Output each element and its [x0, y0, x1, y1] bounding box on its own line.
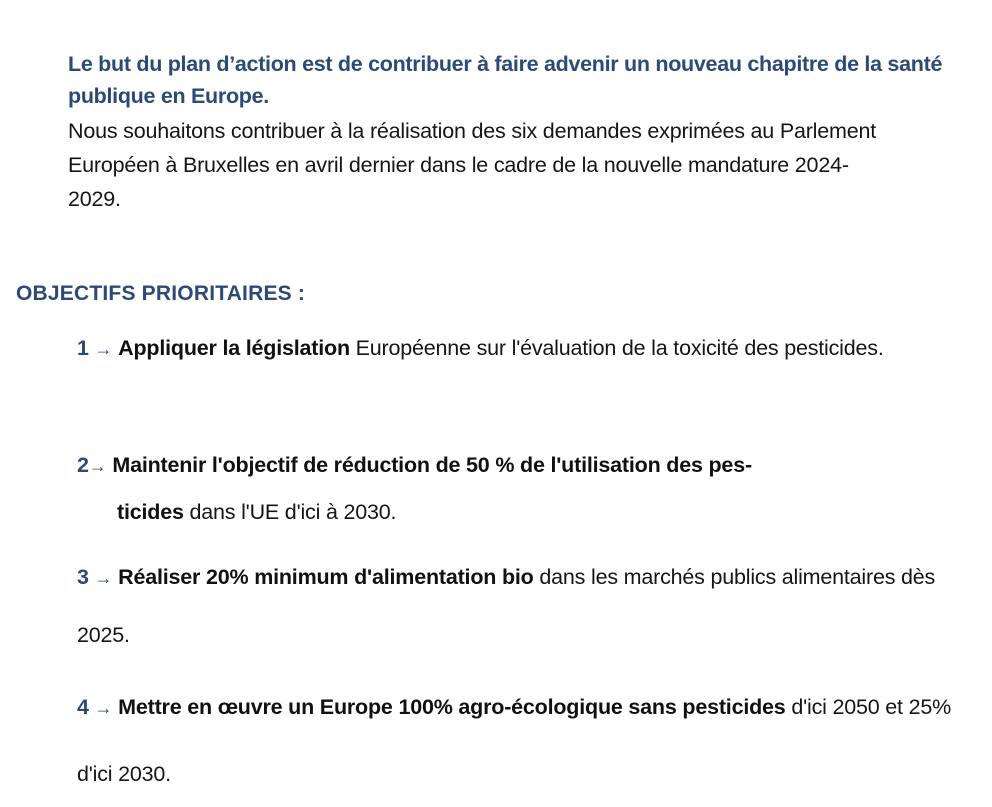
objective-text: Européenne sur l'évaluation de la toxicité des pesticides.: [349, 336, 884, 360]
objective-number: 2: [77, 453, 89, 477]
objective-title: Réaliser 20% minimum d'alimentation bio: [118, 565, 534, 589]
objective-title: Mettre en œuvre un Europe 100% agro-écologique sans pesticides: [118, 695, 786, 719]
intro-block: [68, 48, 948, 216]
objective-item: [77, 326, 957, 371]
objective-title: Appliquer la législation: [118, 336, 350, 360]
arrow-icon: →: [94, 568, 113, 588]
intro-title: Le but du plan d’action est de contribuer à faire advenir un nouveau chapitre de la santé publique en Europe.: [68, 52, 943, 108]
objective-item: [77, 442, 957, 535]
objective-title-continued: ticides: [117, 500, 184, 524]
objective-number: 1: [77, 336, 89, 360]
section-heading: OBJECTIFS PRIORITAIRES :: [16, 282, 306, 305]
objective-number: 4: [77, 695, 89, 719]
intro-body: Nous souhaitons contribuer à la réalisation des six demandes exprimées au Parlement Européen à Bruxelles en avril dernier dans le cadre de la nouvelle mandature 2024-2029.: [68, 119, 877, 211]
objective-text: dans les marchés publics alimentaires dès 2025.: [77, 565, 936, 647]
objective-item: [77, 549, 957, 664]
objective-title: Maintenir l'objectif de réduction de 50 % de l'utilisation des pes-: [112, 453, 752, 477]
objective-item: [77, 674, 957, 807]
arrow-icon: →: [88, 456, 107, 476]
objective-number: 3: [77, 565, 89, 589]
arrow-icon: →: [94, 698, 113, 718]
objective-text: dans l'UE d'ici à 2030.: [183, 500, 397, 524]
arrow-icon: →: [94, 339, 113, 359]
objective-text: d'ici 2050 et 25% d'ici 2030.: [77, 695, 952, 786]
